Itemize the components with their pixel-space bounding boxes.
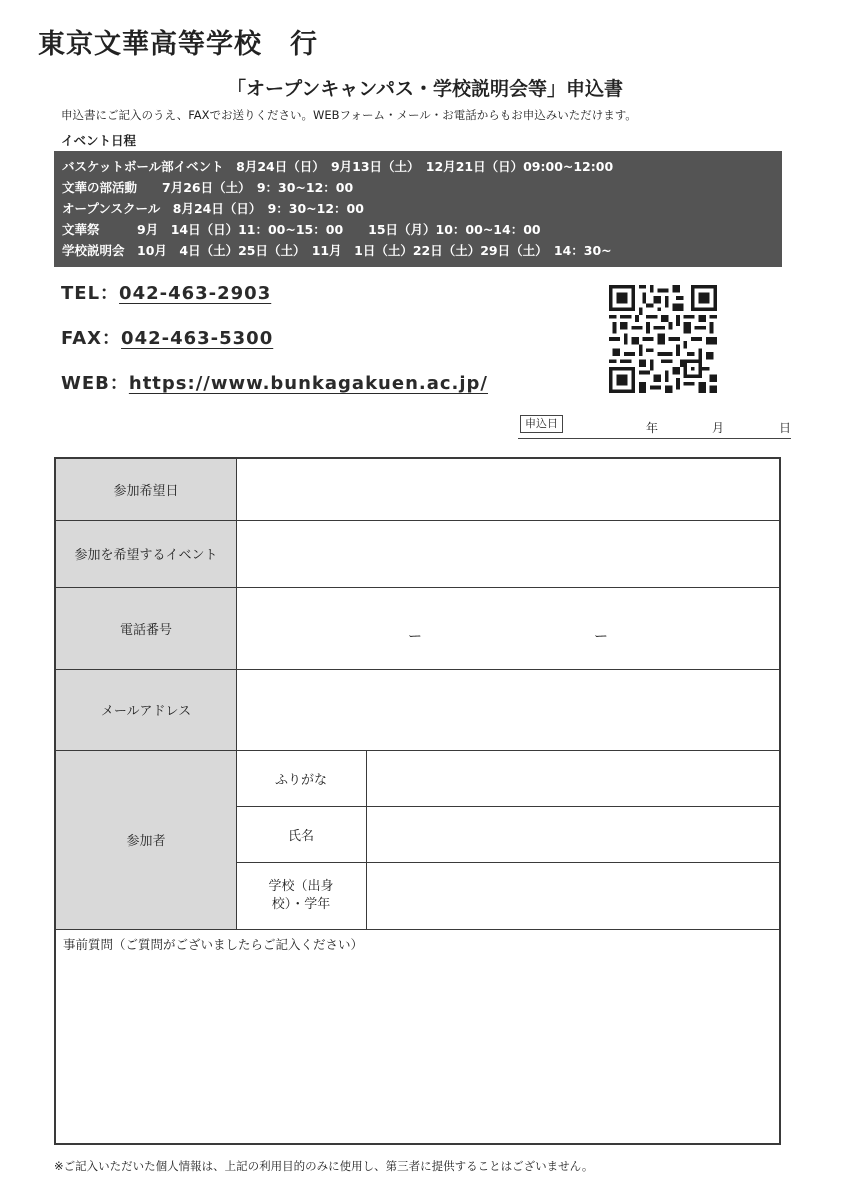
phone-separator-2: ー [594,629,608,645]
school-label: 学校（出身校）・学年 [268,878,334,912]
furigana-input[interactable] [366,750,781,806]
contact-fax [61,324,273,350]
phone-input[interactable] [236,587,781,669]
name-label: 氏名 [287,828,314,844]
application-form-table [54,457,781,1145]
qr-code-icon [609,285,717,393]
event-line-basketball: バスケットボール部イベント 8月24日（日） 9月13日（土） 12月21日（日）09:00~12:00 [62,159,614,174]
desired-date-label: 参加希望日 [56,459,236,520]
contact-web [61,369,488,395]
desired-date-input[interactable] [236,459,781,520]
school-input[interactable] [366,862,781,929]
privacy-footnote: ※ご記入いただいた個人情報は、上記の利用目的のみに使用し、第三者に提供することはございません。 [54,1159,594,1173]
application-date-label: 申込日 [520,415,563,433]
tel-label: TEL： [61,283,120,304]
phone-label: 電話番号 [56,587,236,669]
desired-event-input[interactable] [236,520,781,587]
form-title: 「オープンキャンパス・学校説明会等」申込書 [227,78,623,100]
pre-question-label: 事前質問（ご質問がございましたらご記入ください） [63,937,364,952]
tel-number: 042-463-2903 [119,283,272,304]
application-date-field[interactable] [518,414,791,439]
contact-tel [61,279,271,305]
event-line-club-activities: 文華の部活動 7月26日（土） 9：30~12：00 [62,180,354,195]
participant-label: 参加者 [56,750,236,929]
instructions-text: 申込書にご記入のうえ、FAXでお送りください。WEBフォーム・メール・お電話からもお申込みいただけます。 [61,108,637,122]
web-link[interactable]: https://www.bunkagakuen.ac.jp/ [128,373,489,394]
email-input[interactable] [236,669,781,750]
web-label: WEB： [61,373,129,394]
email-label: メールアドレス [56,669,236,750]
desired-event-label: 参加を希望するイベント [56,520,236,587]
recipient-title: 東京文華高等学校 行 [38,29,318,60]
pre-question-input[interactable] [56,954,781,1143]
event-schedule-heading: イベント日程 [61,133,137,148]
date-year-unit: 年 [646,421,659,435]
fax-label: FAX： [61,328,122,349]
date-month-unit: 月 [712,421,725,435]
furigana-label: ふりがな [274,772,327,788]
date-day-unit: 日 [779,421,792,435]
fax-number: 042-463-5300 [121,328,274,349]
event-line-open-school: オープンスクール 8月24日（日） 9：30~12：00 [62,201,364,216]
event-line-school-festival: 文華祭 9月 14日（日）11：00~15：00 15日（月）10：00~14：00 [62,222,541,237]
name-input[interactable] [366,806,781,862]
event-line-school-briefing: 学校説明会 10月 4日（土）25日（土） 11月 1日（土）22日（土）29日（土） 14：30~ [62,243,612,258]
event-schedule-box [54,151,782,267]
phone-separator-1: ー [408,629,422,645]
